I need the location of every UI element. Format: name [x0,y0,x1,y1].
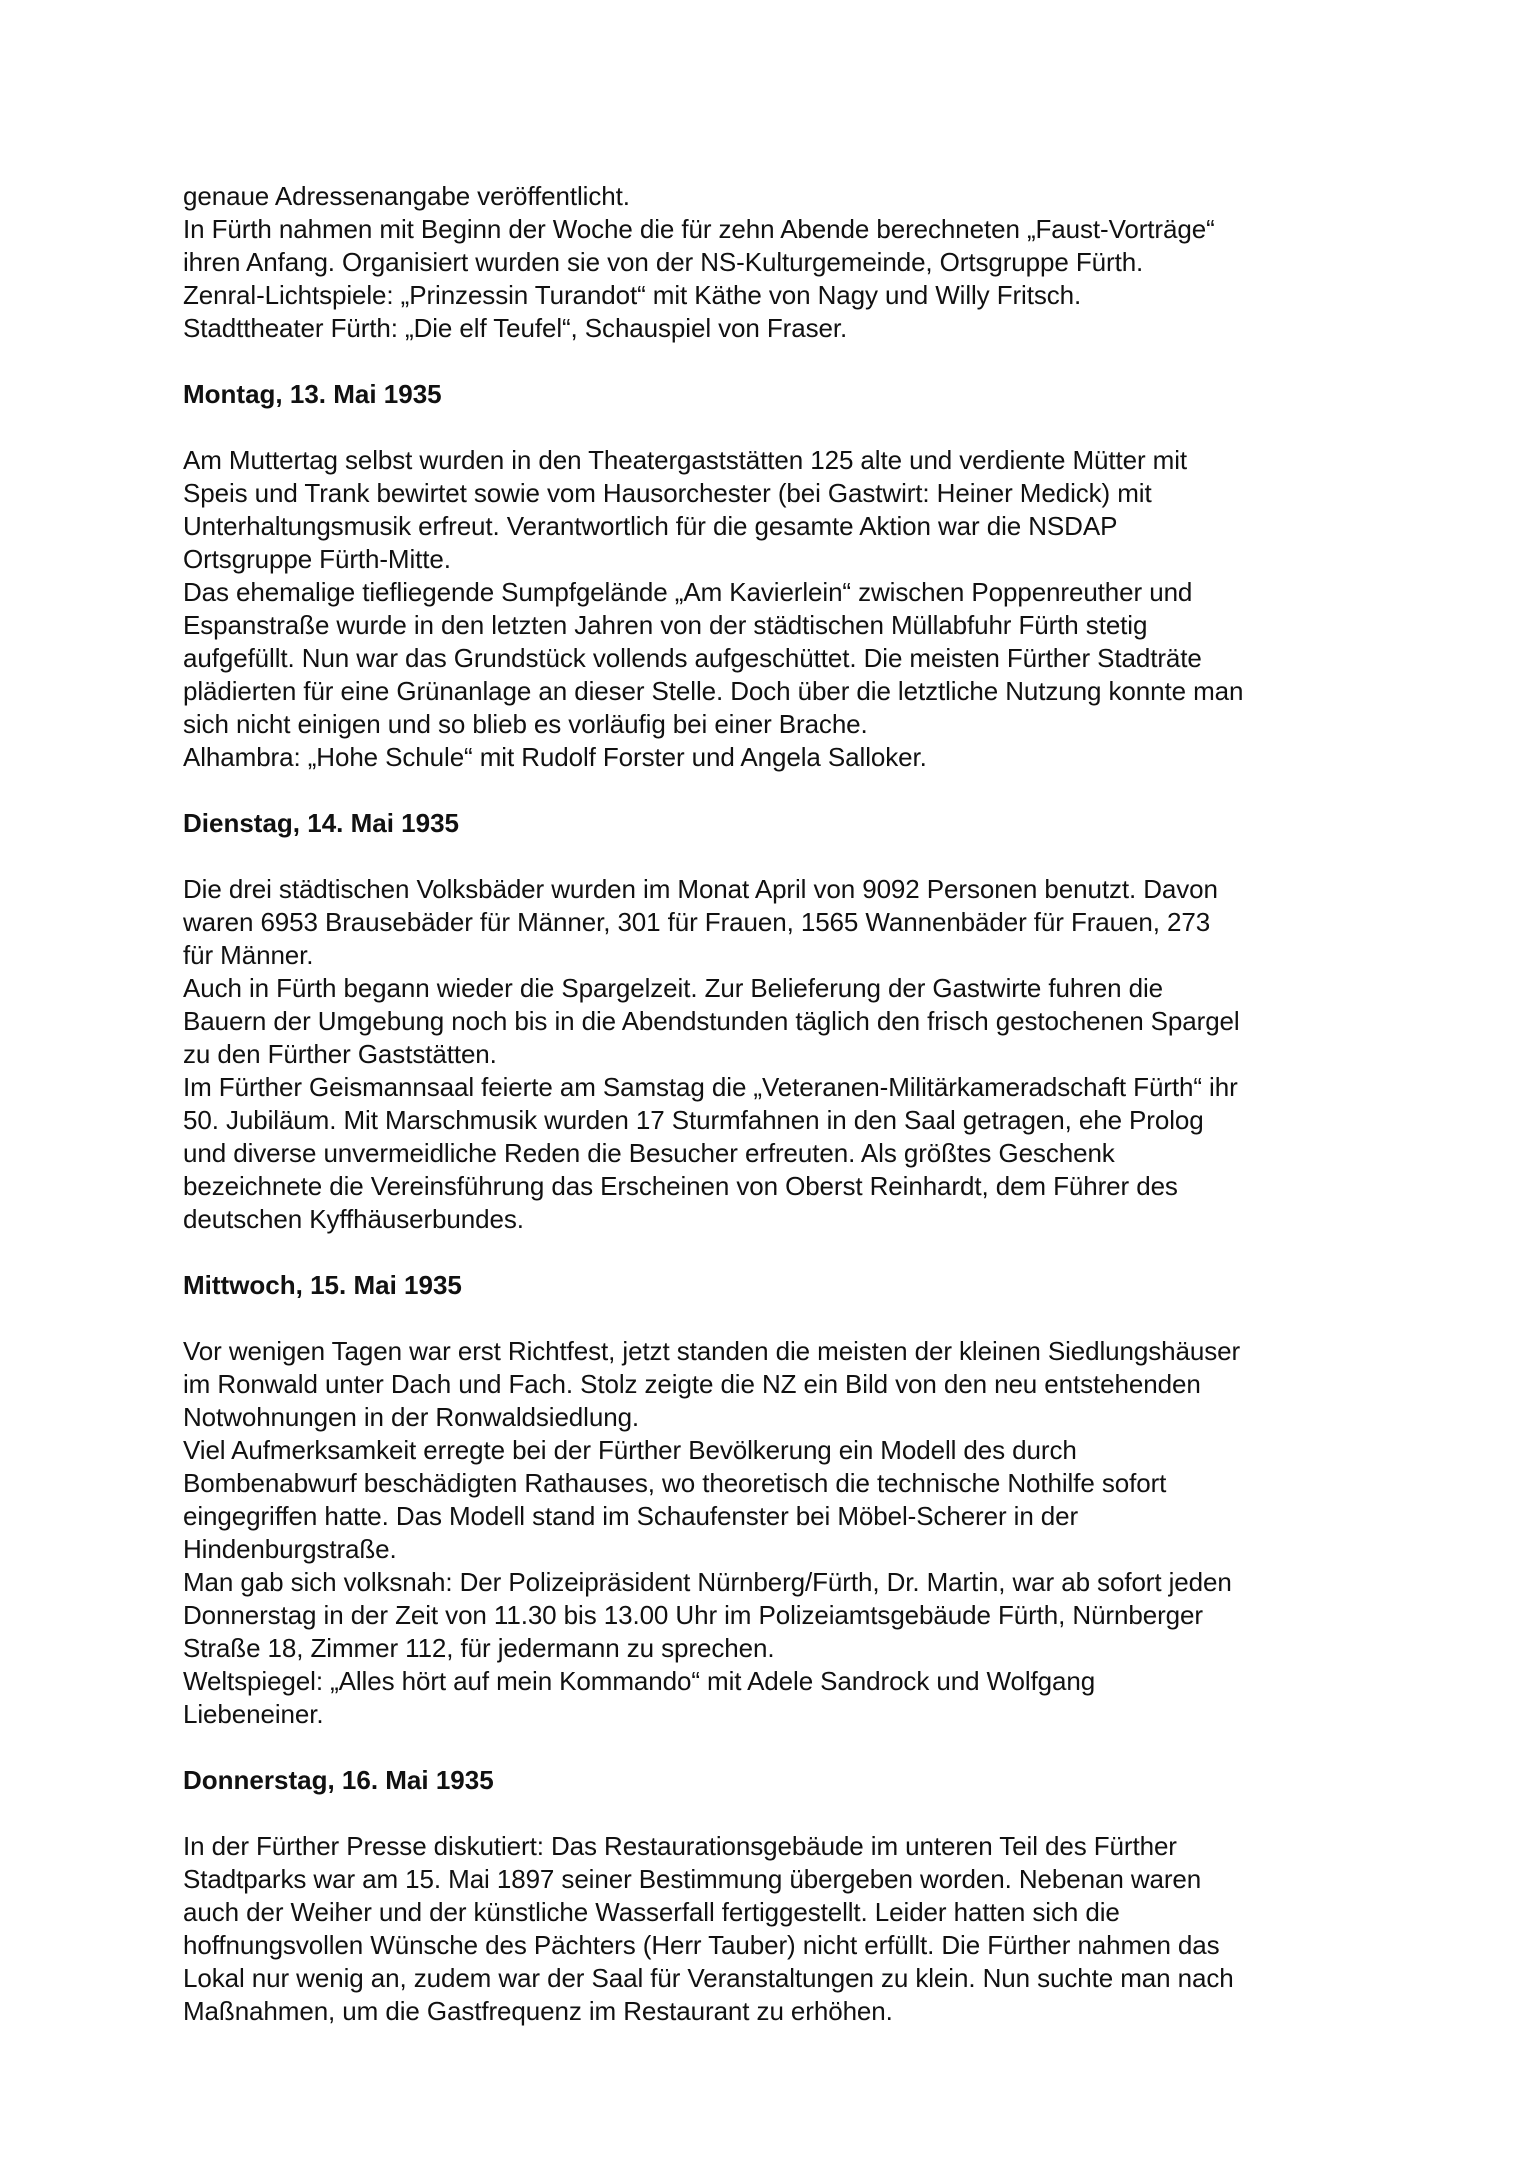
text-line: Das ehemalige tiefliegende Sumpfgelände „Am Kavierlein“ zwischen Poppenreuther und [183,577,1193,607]
section-body [183,1830,1423,2028]
text-line: plädierten für eine Grünanlage an dieser Stelle. Doch über die letztliche Nutzung konnte man [183,676,1244,706]
text-line: sich nicht einigen und so blieb es vorläufig bei einer Brache. [183,709,868,739]
text-line: Hindenburgstraße. [183,1534,397,1564]
text-line: Notwohnungen in der Ronwaldsiedlung. [183,1402,640,1432]
text-line: genaue Adressenangabe veröffentlicht. [183,181,630,211]
text-line: Man gab sich volksnah: Der Polizeipräsident Nürnberg/Fürth, Dr. Martin, war ab sofort jeden [183,1567,1232,1597]
text-line: deutschen Kyffhäuserbundes. [183,1204,524,1234]
text-line: für Männer. [183,940,314,970]
text-line: bezeichnete die Vereinsführung das Erscheinen von Oberst Reinhardt, dem Führer des [183,1171,1178,1201]
text-line: Liebeneiner. [183,1699,324,1729]
text-line: Donnerstag in der Zeit von 11.30 bis 13.00 Uhr im Polizeiamtsgebäude Fürth, Nürnberger [183,1600,1203,1630]
text-line: aufgefüllt. Nun war das Grundstück vollends aufgeschüttet. Die meisten Fürther Stadträte [183,643,1202,673]
text-line: In der Fürther Presse diskutiert: Das Restaurationsgebäude im unteren Teil des Fürther [183,1831,1177,1861]
text-line: Speis und Trank bewirtet sowie vom Hausorchester (bei Gastwirt: Heiner Medick) mit [183,478,1152,508]
text-line: Stadttheater Fürth: „Die elf Teufel“, Schauspiel von Fraser. [183,313,848,343]
section-heading: Mittwoch, 15. Mai 1935 [183,1270,462,1300]
document-page [183,180,1423,2028]
text-line: im Ronwald unter Dach und Fach. Stolz zeigte die NZ ein Bild von den neu entstehenden [183,1369,1201,1399]
text-line: waren 6953 Brausebäder für Männer, 301 für Frauen, 1565 Wannenbäder für Frauen, 273 [183,907,1211,937]
text-line: Viel Aufmerksamkeit erregte bei der Fürther Bevölkerung ein Modell des durch [183,1435,1077,1465]
section-body [183,444,1423,774]
section-heading: Donnerstag, 16. Mai 1935 [183,1765,494,1795]
text-line: Bombenabwurf beschädigten Rathauses, wo theoretisch die technische Nothilfe sofort [183,1468,1167,1498]
intro-paragraph [183,180,1423,345]
text-line: zu den Fürther Gaststätten. [183,1039,497,1069]
text-line: Im Fürther Geismannsaal feierte am Samstag die „Veteranen-Militärkameradschaft Fürth“ ihr [183,1072,1238,1102]
text-line: und diverse unvermeidliche Reden die Besucher erfreuten. Als größtes Geschenk [183,1138,1115,1168]
text-line: ihren Anfang. Organisiert wurden sie von der NS-Kulturgemeinde, Ortsgruppe Fürth. [183,247,1144,277]
text-line: Alhambra: „Hohe Schule“ mit Rudolf Forster und Angela Salloker. [183,742,927,772]
text-line: In Fürth nahmen mit Beginn der Woche die für zehn Abende berechneten „Faust-Vorträge“ [183,214,1215,244]
section-heading: Dienstag, 14. Mai 1935 [183,808,460,838]
text-line: hoffnungsvollen Wünsche des Pächters (Herr Tauber) nicht erfüllt. Die Fürther nahmen das [183,1930,1220,1960]
text-line: Bauern der Umgebung noch bis in die Abendstunden täglich den frisch gestochenen Spargel [183,1006,1240,1036]
text-line: Auch in Fürth begann wieder die Spargelzeit. Zur Belieferung der Gastwirte fuhren die [183,973,1164,1003]
section-body [183,873,1423,1236]
text-line: Weltspiegel: „Alles hört auf mein Kommando“ mit Adele Sandrock und Wolfgang [183,1666,1096,1696]
text-line: auch der Weiher und der künstliche Wasserfall fertiggestellt. Leider hatten sich die [183,1897,1120,1927]
text-line: eingegriffen hatte. Das Modell stand im Schaufenster bei Möbel-Scherer in der [183,1501,1079,1531]
text-line: Lokal nur wenig an, zudem war der Saal für Veranstaltungen zu klein. Nun suchte man nach [183,1963,1234,1993]
section-body [183,1335,1423,1731]
text-line: Vor wenigen Tagen war erst Richtfest, jetzt standen die meisten der kleinen Siedlungshäuser [183,1336,1241,1366]
text-line: Straße 18, Zimmer 112, für jedermann zu sprechen. [183,1633,775,1663]
text-line: Unterhaltungsmusik erfreut. Verantwortlich für die gesamte Aktion war die NSDAP [183,511,1118,541]
text-line: Espanstraße wurde in den letzten Jahren von der städtischen Müllabfuhr Fürth stetig [183,610,1148,640]
section-heading: Montag, 13. Mai 1935 [183,379,442,409]
text-line: Stadtparks war am 15. Mai 1897 seiner Bestimmung übergeben worden. Nebenan waren [183,1864,1202,1894]
text-line: Maßnahmen, um die Gastfrequenz im Restaurant zu erhöhen. [183,1996,893,2026]
text-line: Zenral-Lichtspiele: „Prinzessin Turandot“ mit Käthe von Nagy und Willy Fritsch. [183,280,1082,310]
text-line: 50. Jubiläum. Mit Marschmusik wurden 17 Sturmfahnen in den Saal getragen, ehe Prolog [183,1105,1204,1135]
text-line: Ortsgruppe Fürth-Mitte. [183,544,451,574]
text-line: Die drei städtischen Volksbäder wurden im Monat April von 9092 Personen benutzt. Davon [183,874,1218,904]
text-line: Am Muttertag selbst wurden in den Theatergaststätten 125 alte und verdiente Mütter mit [183,445,1188,475]
